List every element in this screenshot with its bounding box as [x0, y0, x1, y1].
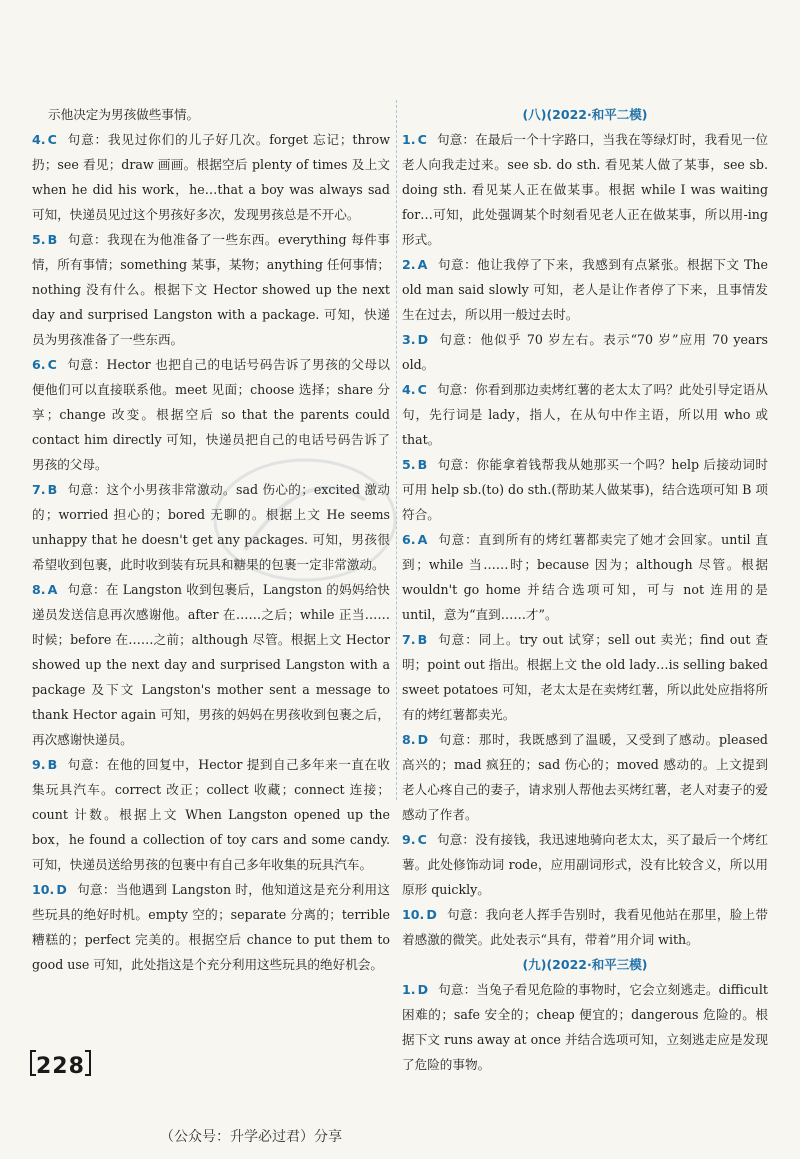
- item-number: 5.: [402, 457, 416, 472]
- item-explanation: 句意：那时，我既感到了温暖，又受到了感动。pleased 高兴的；mad 疯狂的；sad 伤心的；moved 感动的。上文提到老人心疼自己的妻子，请求别人帮他去买烤红薯，老人对妻子的爱感动了作者。: [402, 732, 768, 822]
- footer-share-text: （公众号：升学必过君）分享: [160, 1129, 342, 1145]
- intro-text: 示他决定为男孩做些事情。: [48, 107, 200, 122]
- answer-item: [402, 827, 768, 902]
- item-explanation: 句意：在 Langston 收到包裹后，Langston 的妈妈给快递员发送信息再次感谢他。after 在……之后；while 正当……时候；before 在……之前；although 尽管。根据上文 Hector showed up the next day and surprised Langston with a package 及下文 Langston's mother sent a message to thank Hector again 可知，男孩的妈妈在男孩收到包裹之后，再次感谢快递员。: [32, 582, 390, 747]
- item-answer: B: [47, 232, 58, 247]
- page-number-bracket-right: [85, 1050, 91, 1076]
- item-answer: C: [417, 832, 427, 847]
- right-column: [402, 102, 768, 1077]
- answer-item: [402, 252, 768, 327]
- watermark-stamp: [205, 440, 405, 600]
- item-answer: D: [417, 732, 429, 747]
- item-explanation: 句意：在他的回复中，Hector 提到自己多年来一直在收集玩具汽车。correct 改正；collect 收藏；connect 连接；count 计数。根据上文 When Langston opened up the box，he found a collection of toy cars and some candy. 可知，快递员送给男孩的包裹中有自己多年收集的玩具汽车。: [32, 757, 390, 872]
- item-number: 2.: [402, 257, 416, 272]
- answer-item: [402, 727, 768, 827]
- item-number: 4.: [402, 382, 416, 397]
- item-explanation: 句意：Hector 也把自己的电话号码告诉了男孩的父母以便他们可以直接联系他。meet 见面；choose 选择；share 分享；change 改变。根据空后 so that the parents could contact him directly 可知，快递员把自己的电话号码告诉了男孩的父母。: [32, 357, 390, 472]
- item-answer: D: [426, 907, 437, 922]
- item-number: 6.: [402, 532, 416, 547]
- item-explanation: 句意：我现在为他准备了一些东西。everything 每件事情，所有事情；something 某事，某物；anything 任何事情；nothing 没有什么。根据下文 Hector showed up the next day and surprised Langston with a package. 可知，快递员为男孩准备了一些东西。: [32, 232, 390, 347]
- item-number: 6.: [32, 357, 46, 372]
- answer-item: [402, 977, 768, 1077]
- item-answer: C: [47, 357, 57, 372]
- answer-item: [32, 752, 390, 877]
- answer-item: [402, 327, 768, 377]
- item-explanation: 句意：在最后一个十字路口，当我在等绿灯时，我看见一位老人向我走过来。see sb. do sth. 看见某人做了某事，see sb. doing sth. 看见某人正在做某事。根据 while I was waiting for…可知，此处强调某个时刻看见老人正在做某事，所以用-ing 形式。: [402, 132, 768, 247]
- answer-item: [402, 377, 768, 452]
- item-number: 1.: [402, 132, 416, 147]
- section-title-8: (八)(2022·和平二模): [522, 107, 648, 122]
- item-answer: B: [417, 632, 428, 647]
- answer-item: [402, 527, 768, 627]
- item-number: 3.: [402, 332, 416, 347]
- item-answer: D: [417, 982, 429, 997]
- item-answer: D: [417, 332, 429, 347]
- item-answer: B: [47, 757, 58, 772]
- item-answer: A: [47, 582, 58, 597]
- item-number: 10.: [32, 882, 55, 897]
- item-explanation: 句意：同上。try out 试穿；sell out 卖光；find out 查明；point out 指出。根据上文 the old lady…is selling baked sweet potatoes 可知，老太太是在卖烤红薯，所以此处应指将所有的烤红薯都卖光。: [402, 632, 768, 722]
- answer-item: [402, 902, 768, 952]
- item-explanation: 句意：没有接钱，我迅速地骑向老太太，买了最后一个烤红薯。此处修饰动词 rode，应用副词形式，没有比较含义，所以用原形 quickly。: [402, 832, 768, 897]
- answer-item: [402, 452, 768, 527]
- answer-item: [32, 127, 390, 227]
- item-number: 8.: [32, 582, 46, 597]
- item-number: 10.: [402, 907, 425, 922]
- answer-item: [32, 227, 390, 352]
- item-number: 9.: [402, 832, 416, 847]
- item-explanation: 句意：这个小男孩非常激动。sad 伤心的；excited 激动的；worried 担心的；bored 无聊的。根据上文 He seems unhappy that he doesn't get any packages. 可知，男孩很希望收到包裹，此时收到装有玩具和糖果的包裹一定非常激动。: [32, 482, 390, 572]
- item-number: 5.: [32, 232, 46, 247]
- item-answer: C: [417, 132, 427, 147]
- item-explanation: 句意：当兔子看见危险的事物时，它会立刻逃走。difficult 困难的；safe 安全的；cheap 便宜的；dangerous 危险的。根据下文 runs away at once 并结合选项可知，立刻逃走应是发现了危险的事物。: [402, 982, 768, 1072]
- section-8-item-list: [402, 127, 768, 952]
- item-number: 4.: [32, 132, 46, 147]
- item-explanation: 句意：我向老人挥手告别时，我看见他站在那里，脸上带着感激的微笑。此处表示“具有，带着”用介词 with。: [402, 907, 768, 947]
- section-title-9: (九)(2022·和平三模): [522, 957, 648, 972]
- item-number: 1.: [402, 982, 416, 997]
- item-answer: B: [47, 482, 58, 497]
- item-answer: B: [417, 457, 428, 472]
- item-answer: A: [417, 257, 428, 272]
- item-explanation: 句意：他似乎 70 岁左右。表示“70 岁”应用 70 years old。: [402, 332, 768, 372]
- item-explanation: 句意：你能拿着钱帮我从她那买一个吗？help 后接动词时可用 help sb.(to) do sth.(帮助某人做某事)，结合选项可知 B 项符合。: [402, 457, 768, 522]
- item-explanation: 句意：你看到那边卖烤红薯的老太太了吗？此处引导定语从句，先行词是 lady，指人，在从句中作主语，所以用 who 或 that。: [402, 382, 768, 447]
- answer-item: [32, 577, 390, 752]
- item-number: 7.: [402, 632, 416, 647]
- page-number-text: 228: [36, 1054, 85, 1079]
- item-answer: D: [56, 882, 67, 897]
- item-explanation: 句意：当他遇到 Langston 时，他知道这是充分利用这些玩具的绝好时机。empty 空的；separate 分离的；terrible 糟糕的；perfect 完美的。根据空后 chance to put them to good use 可知，此处指这是个充分利用这些玩具的绝好机会。: [32, 882, 390, 972]
- answer-item: [32, 877, 390, 977]
- answer-item: [402, 127, 768, 252]
- item-explanation: 句意：直到所有的烤红薯都卖完了她才会回家。until 直到；while 当……时；because 因为；although 尽管。根据 wouldn't go home 并结合选项可知，可与 not 连用的是 until，意为“直到……才”。: [402, 532, 768, 622]
- item-answer: C: [47, 132, 57, 147]
- item-explanation: 句意：我见过你们的儿子好几次。forget 忘记；throw 扔；see 看见；draw 画画。根据空后 plenty of times 及上文 when he did his work，he…that a boy was always sad 可知，快递员见过这个男孩好多次，发现男孩总是不开心。: [32, 132, 390, 222]
- item-explanation: 句意：他让我停了下来，我感到有点紧张。根据下文 The old man said slowly 可知，老人是让作者停了下来，且事情发生在过去，所以用一般过去时。: [402, 257, 768, 322]
- item-number: 9.: [32, 757, 46, 772]
- answer-item: [402, 627, 768, 727]
- item-answer: C: [417, 382, 427, 397]
- page-number: [30, 1050, 91, 1079]
- section-9-item-list: [402, 977, 768, 1077]
- item-number: 7.: [32, 482, 46, 497]
- item-answer: A: [417, 532, 428, 547]
- item-number: 8.: [402, 732, 416, 747]
